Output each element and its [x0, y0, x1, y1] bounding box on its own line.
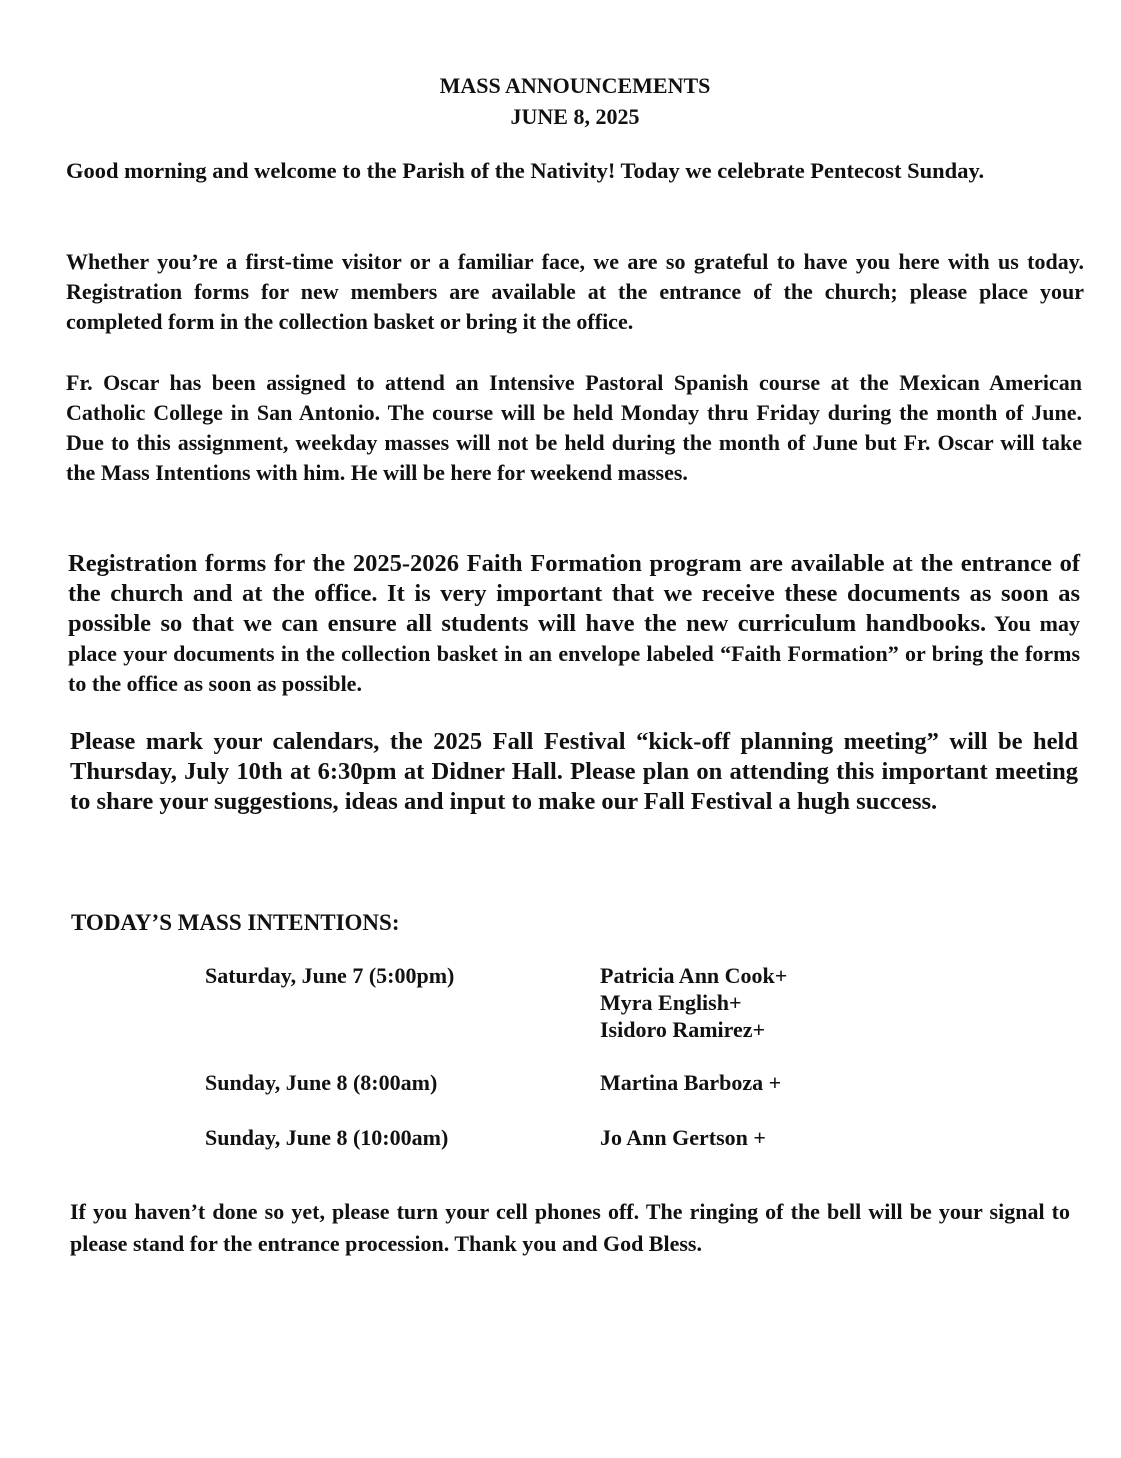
mass-intentions-heading: TODAY’S MASS INTENTIONS: — [71, 910, 400, 935]
page-title: MASS ANNOUNCEMENTS — [439, 73, 711, 98]
mass-time: Sunday, June 8 (10:00am) — [205, 1125, 449, 1150]
page-date: JUNE 8, 2025 — [510, 104, 640, 129]
title-block — [0, 70, 1121, 132]
faith-formation-text-main: Registration forms for the 2025-2026 Faith Formation program are available at the entrance of the church and at the office. It is very important that we receive these documents as soon as possible so that we can ensure all students will have the new curriculum handbooks. — [68, 550, 1080, 637]
intention-names — [600, 1124, 766, 1151]
mass-time: Saturday, June 7 (5:00pm) — [205, 963, 455, 988]
faith-formation-paragraph — [68, 549, 1080, 699]
fr-oscar-paragraph: Fr. Oscar has been assigned to attend an Intensive Pastoral Spanish course at the Mexican American Catholic College in San Antonio. The course will be held Monday thru Friday during the month of June. Due to this assignment, weekday masses will not be held during the month of June but Fr. Oscar will take the Mass Intentions with him. He will be here for weekend masses. — [66, 370, 1082, 485]
visitors-paragraph: Whether you’re a first-time visitor or a familiar face, we are so grateful to have you here with us today. Registration forms for new members are available at the entrance of the church; please place your completed form in the collection basket or bring it the office. — [66, 249, 1084, 334]
intention-name: Jo Ann Gertson + — [600, 1125, 766, 1150]
intention-names — [600, 1069, 781, 1096]
mass-time: Sunday, June 8 (8:00am) — [205, 1070, 438, 1095]
fall-festival-paragraph: Please mark your calendars, the 2025 Fall Festival “kick-off planning meeting” will be held Thursday, July 10th at 6:30pm at Didner Hall. Please plan on attending this important meeting to share your suggestions, ideas and input to make our Fall Festival a hugh success. — [70, 728, 1078, 815]
faith-formation-text-detail: You may place your documents in the collection basket in an envelope labeled “Faith Formation” or bring the forms to the office as soon as possible. — [68, 611, 1080, 696]
mass-intention-row — [205, 962, 925, 1052]
intention-names — [600, 962, 787, 1043]
intention-name: Myra English+ — [600, 990, 742, 1015]
intention-name: Martina Barboza + — [600, 1070, 782, 1095]
closing-paragraph: If you haven’t done so yet, please turn your cell phones off. The ringing of the bell will be your signal to please stand for the entrance procession. Thank you and God Bless. — [70, 1199, 1070, 1256]
welcome-paragraph: Good morning and welcome to the Parish of the Nativity! Today we celebrate Pentecost Sunday. — [66, 158, 985, 183]
intention-name: Patricia Ann Cook+ — [600, 963, 788, 988]
mass-intention-row — [205, 1124, 925, 1154]
intention-name: Isidoro Ramirez+ — [600, 1017, 766, 1042]
mass-intention-row — [205, 1069, 925, 1099]
